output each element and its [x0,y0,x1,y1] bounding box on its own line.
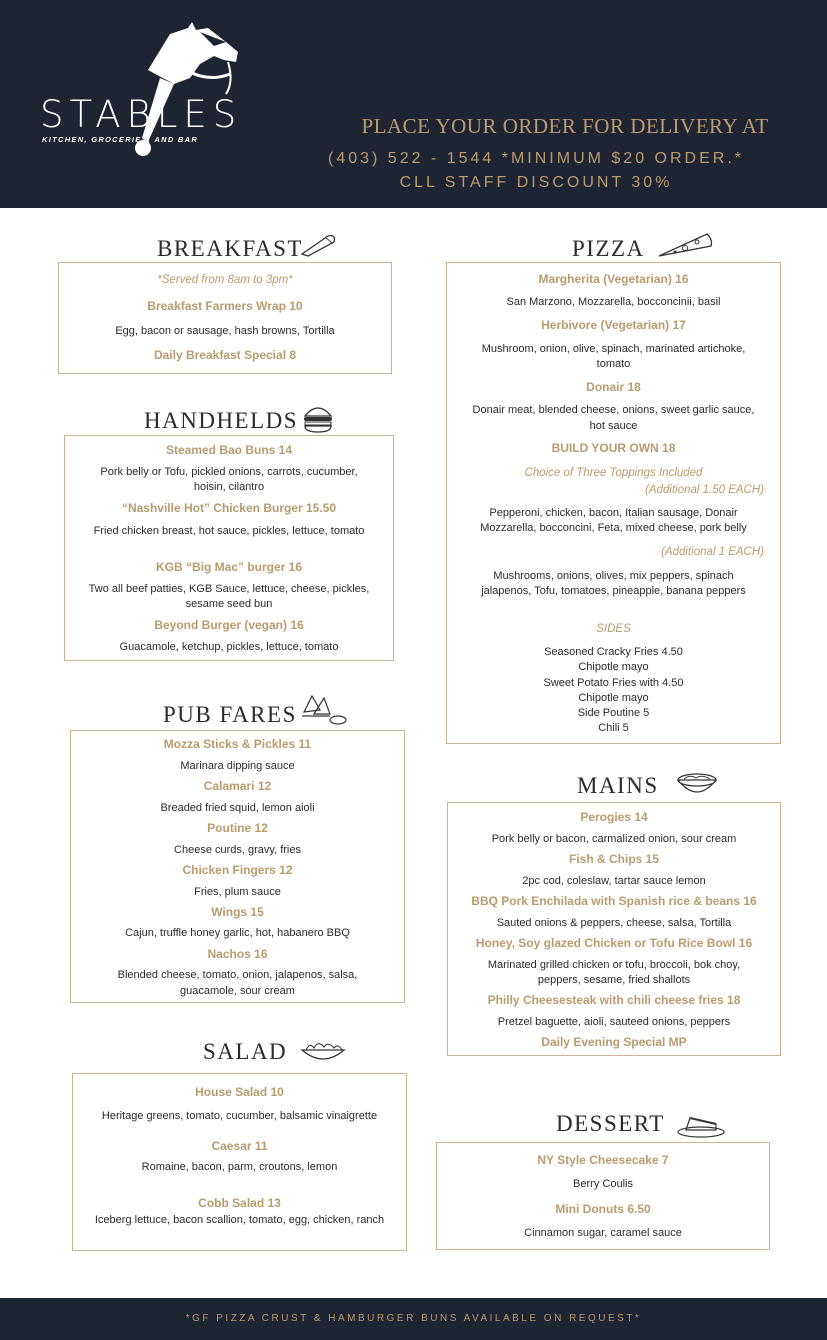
salad-box [72,1073,407,1251]
menu-item-desc: sesame seed bun [185,598,273,610]
menu-item-name: KGB “Big Mac” burger 16 [155,560,303,574]
handhelds-box [64,435,394,661]
menu-item-desc: Fried chicken breast, hot sauce, pickles, lettuce, tomato [93,525,365,537]
menu-item-desc: Breaded fried squid, lemon aioli [160,802,315,814]
wrap-icon [298,232,338,258]
menu-item-desc: Pork belly or Tofu, pickled onions, carrots, cucumber, [100,466,358,478]
section-title-pub-fares: PUB FARES [163,702,297,727]
section-title-handhelds: HANDHELDS [144,408,299,433]
menu-item-name: Herbivore (Vegetarian) 17 [541,318,686,332]
menu-item-name: “Nashville Hot” Chicken Burger 15.50 [121,501,337,515]
pizza-box [446,262,781,744]
menu-item-desc: San Marzono, Mozzarella, bocconcinii, basil [506,296,721,308]
breakfast-box [58,262,392,374]
menu-item-name: Mini Donuts 6.50 [555,1202,651,1216]
menu-item-desc: Blended cheese, tomato, onion, jalapenos, salsa, [117,969,358,981]
staff-discount: CLL STAFF DISCOUNT 30% [399,174,673,191]
menu-item-desc: Iceberg lettuce, bacon scallion, tomato, egg, chicken, ranch [94,1214,385,1226]
pizza-note: (Additional 1 EACH) [661,546,764,558]
menu-item-name: Perogies 14 [580,810,648,824]
menu-item-desc: Two all beef patties, KGB Sauce, lettuce, cheese, pickles, [88,583,370,595]
menu-item-desc: Sweet Potato Fries with 4.50 [543,677,684,689]
menu-item-desc: Egg, bacon or sausage, hash browns, Tortilla [115,325,335,337]
header-banner [0,0,827,208]
menu-item-desc: Sauted onions & peppers, cheese, salsa, Tortilla [496,917,732,929]
sides-heading: SIDES [596,623,631,635]
burger-icon [302,402,334,434]
section-title-salad: SALAD [203,1039,288,1064]
menu-item-name: Wings 15 [211,905,264,919]
bowl-icon [676,768,718,798]
menu-item-desc: Donair meat, blended cheese, onions, sweet garlic sauce, [472,404,755,416]
menu-item-name: House Salad 10 [195,1085,284,1099]
menu-item-desc: guacamole, sour cream [180,985,295,997]
menu-item-desc: Chipotle mayo [578,661,649,673]
pizza-note: (Additional 1.50 EACH) [645,484,764,496]
menu-item-desc: peppers, sesame, fried shallots [537,974,691,986]
brand-name: STABLES [40,93,243,136]
brand-tagline: KITCHEN, GROCERIES, AND BAR [42,135,199,144]
menu-item-desc: Chipotle mayo [578,692,649,704]
section-title-mains: MAINS [577,773,659,798]
menu-item-desc: tomato [596,358,631,370]
breakfast-hours: *Served from 8am to 3pm* [157,274,293,286]
menu-item-name: Caesar 11 [211,1139,268,1153]
menu-item-desc: Cajun, truffle honey garlic, hot, habanero BBQ [125,927,350,939]
mains-box [447,802,781,1056]
section-title-breakfast: BREAKFAST [157,236,303,261]
pizza-note: Choice of Three Toppings Included [524,467,703,479]
menu-item-name: Margherita (Vegetarian) 16 [538,272,689,286]
order-heading: PLACE YOUR ORDER FOR DELIVERY AT [361,114,769,138]
menu-item-desc: hoisin, cilantro [193,481,265,493]
menu-item-name: Donair 18 [586,380,641,394]
menu-item-desc: Cinnamon sugar, caramel sauce [524,1227,682,1239]
menu-item-name: Daily Breakfast Special 8 [153,348,297,362]
menu-item-name: NY Style Cheesecake 7 [537,1153,669,1167]
pizza-slice-icon [655,230,715,260]
menu-item-desc: Pepperoni, chicken, bacon, Italian sausage, Donair [489,507,738,519]
menu-item-desc: Mushrooms, onions, olives, mix peppers, spinach [493,570,734,582]
menu-item-desc: Romaine, bacon, parm, croutons, lemon [141,1161,338,1173]
footer-note: *GF PIZZA CRUST & HAMBURGER BUNS AVAILABLE ON REQUEST* [0,1298,827,1340]
nachos-icon [300,692,348,726]
menu-item-name: Philly Cheesesteak with chili cheese fries 18 [487,993,741,1007]
menu-item-desc: 2pc cod, coleslaw, tartar sauce lemon [522,875,706,887]
menu-item-name: Fish & Chips 15 [568,852,660,866]
menu-item-desc: Fries, plum sauce [194,886,281,898]
menu-item-desc: Seasoned Cracky Fries 4.50 [544,646,683,658]
menu-item-name: Beyond Burger (vegan) 16 [154,618,304,632]
menu-item-name: BBQ Pork Enchilada with Spanish rice & beans 16 [471,894,757,908]
menu-item-desc: Marinara dipping sauce [180,760,295,772]
menu-item-name: Calamari 12 [203,779,272,793]
menu-item-name: BUILD YOUR OWN 18 [551,441,676,455]
section-title-pizza: PIZZA [572,236,645,261]
dessert-box [436,1142,770,1250]
menu-item-desc: Pretzel baguette, aioli, sauteed onions, peppers [497,1016,731,1028]
menu-item-desc: hot sauce [589,420,638,432]
menu-item-name: Cobb Salad 13 [198,1196,281,1210]
menu-item-name: Mozza Sticks & Pickles 11 [163,737,312,751]
menu-item-name: Chicken Fingers 12 [182,863,293,877]
menu-item-desc: Marinated grilled chicken or tofu, broccoli, bok choy, [487,959,741,971]
menu-item-desc: Cheese curds, gravy, fries [174,844,301,856]
menu-item-name: Poutine 12 [207,821,268,835]
menu-item-desc: Mozzarella, bocconcini, Feta, mixed cheese, pork belly [480,522,747,534]
menu-item-desc: Chili 5 [598,722,629,734]
menu-item-desc: Side Poutine 5 [577,707,650,719]
menu-item-desc: Guacamole, ketchup, pickles, lettuce, tomato [119,641,339,653]
menu-item-name: Breakfast Farmers Wrap 10 [147,299,303,313]
salad-bowl-icon [298,1038,348,1064]
menu-item-desc: Berry Coulis [573,1178,633,1190]
menu-item-name: Steamed Bao Buns 14 [165,443,293,457]
section-title-dessert: DESSERT [556,1111,665,1136]
menu-item-name: Daily Evening Special MP [541,1035,687,1049]
cake-slice-icon [676,1110,726,1138]
menu-item-desc: Heritage greens, tomato, cucumber, balsamic vinaigrette [101,1110,378,1122]
menu-item-name: Honey, Soy glazed Chicken or Tofu Rice Bowl 16 [475,936,753,950]
menu-item-desc: jalapenos, Tofu, tomatoes, pineapple, banana peppers [481,585,746,597]
menu-item-desc: Pork belly or bacon, carmalized onion, sour cream [491,833,737,845]
menu-item-name: Nachos 16 [207,947,268,961]
pub-fares-box [70,730,405,1003]
menu-item-desc: Mushroom, onion, olive, spinach, marinated artichoke, [481,343,746,355]
order-phone: (403) 522 - 1544 *MINIMUM $20 ORDER.* [328,150,744,167]
